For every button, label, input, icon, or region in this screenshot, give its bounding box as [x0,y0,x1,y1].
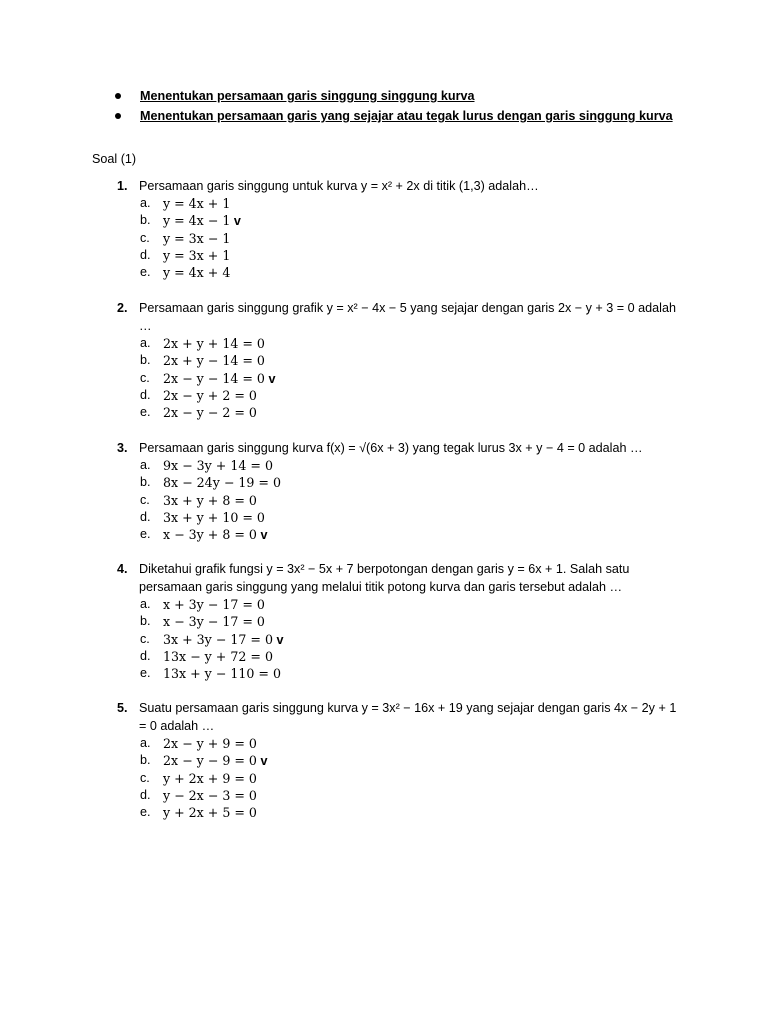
option-text: 2x + y − 14 = 0 [163,353,265,369]
option-letter: b. [140,614,151,629]
bullet-icon [115,93,121,99]
question-text: Suatu persamaan garis singgung kurva y = 3x² − 16x + 19 yang sejajar dengan garis 4x − 2y + 1 = 0 adalah … [139,701,677,733]
option-item [117,665,677,682]
option-text: y = 4x − 1 [163,213,231,229]
option-letter: b. [140,475,151,490]
question-number: 4. [117,562,128,576]
question-number: 1. [117,179,128,193]
option-text: 13x + y − 110 = 0 [163,666,281,682]
objective-text: Menentukan persamaan garis yang sejajar atau tegak lurus dengan garis singgung kurva [140,109,673,123]
option-letter: c. [140,631,150,646]
option-letter: b. [140,753,151,768]
option-item [117,492,677,509]
option-text: 2x − y − 9 = 0 [163,753,257,769]
option-text: 3x + y + 8 = 0 [163,492,257,508]
question-text: Diketahui grafik fungsi y = 3x² − 5x + 7 berpotongan dengan garis y = 6x + 1. Salah satu persamaan garis singgung yang melalui titik potong kurva dan garis tersebut adalah … [139,562,630,594]
option-letter: a. [140,597,151,611]
answer-mark: v [260,528,268,543]
option-text: x − 3y − 17 = 0 [163,614,265,630]
option-item [117,735,677,752]
options-list [117,735,677,821]
option-letter: b. [140,353,151,368]
question-number: 5. [117,701,128,715]
option-item [117,596,677,613]
bullet-icon [115,113,121,119]
option-item [117,526,677,543]
option-letter: c. [140,370,150,385]
option-item [117,457,677,474]
option-item [117,631,677,648]
option-letter: d. [140,247,151,262]
option-item [117,212,677,229]
option-letter: b. [140,213,151,228]
option-item [117,352,677,369]
option-letter: a. [140,736,151,750]
option-text: y = 4x + 4 [163,265,231,281]
option-letter: e. [140,527,151,542]
option-letter: c. [140,770,150,785]
option-letter: a. [140,336,151,350]
question-5 [117,699,677,821]
answer-mark: v [268,371,276,386]
answer-mark: v [260,754,268,769]
option-text: 2x − y − 14 = 0 [163,370,265,386]
question-text: Persamaan garis singgung kurva f(x) = √(6x + 3) yang tegak lurus 3x + y − 4 = 0 adalah … [139,441,643,455]
question-number: 3. [117,441,128,455]
question-1 [117,177,677,281]
option-letter: d. [140,509,151,524]
question-4 [117,560,677,682]
options-list [117,596,677,682]
option-text: y − 2x − 3 = 0 [163,787,257,803]
question-header [117,699,677,735]
option-item [117,370,677,387]
objective-item [113,106,673,126]
option-text: 13x − y + 72 = 0 [163,648,273,664]
option-text: x + 3y − 17 = 0 [163,597,265,612]
option-item [117,230,677,247]
answer-mark: v [233,214,241,229]
option-text: 3x + y + 10 = 0 [163,509,265,525]
option-text: 2x − y − 2 = 0 [163,405,257,421]
question-header [117,560,677,596]
options-list [117,457,677,543]
question-2 [117,299,677,421]
option-item [117,613,677,630]
option-letter: c. [140,492,150,507]
option-letter: d. [140,648,151,663]
option-text: x − 3y + 8 = 0 [163,527,257,543]
option-item [117,509,677,526]
option-item [117,752,677,769]
objective-item [113,86,673,106]
option-text: 2x − y + 2 = 0 [163,387,257,403]
question-header [117,299,677,335]
option-letter: e. [140,265,151,280]
option-item [117,787,677,804]
options-list [117,335,677,421]
question-3 [117,439,677,543]
option-item [117,264,677,281]
option-text: 2x − y + 9 = 0 [163,736,257,751]
option-item [117,804,677,821]
option-text: y + 2x + 5 = 0 [163,805,257,821]
question-header [117,439,677,457]
option-letter: d. [140,387,151,402]
option-item [117,335,677,352]
option-text: y = 3x + 1 [163,247,231,263]
option-item [117,648,677,665]
option-item [117,247,677,264]
option-item [117,474,677,491]
objectives-list [113,86,673,126]
question-header [117,177,677,195]
option-item [117,404,677,421]
section-title: Soal (1) [92,152,137,166]
option-letter: a. [140,458,151,472]
option-text: 3x + 3y − 17 = 0 [163,631,273,647]
option-letter: d. [140,787,151,802]
option-text: 2x + y + 14 = 0 [163,336,265,351]
option-letter: a. [140,196,151,210]
option-text: y = 4x + 1 [163,196,231,211]
option-letter: e. [140,405,151,420]
option-item [117,770,677,787]
question-text: Persamaan garis singgung untuk kurva y = x² + 2x di titik (1,3) adalah… [139,179,539,193]
question-text: Persamaan garis singgung grafik y = x² − 4x − 5 yang sejajar dengan garis 2x − y + 3 = 0 adalah … [139,301,676,333]
option-item [117,387,677,404]
option-item [117,195,677,212]
question-number: 2. [117,301,128,315]
option-text: 8x − 24y − 19 = 0 [163,475,281,491]
options-list [117,195,677,281]
objective-text: Menentukan persamaan garis singgung singgung kurva [140,89,475,103]
option-text: y = 3x − 1 [163,230,231,246]
option-letter: c. [140,230,150,245]
option-text: y + 2x + 9 = 0 [163,770,257,786]
option-letter: e. [140,666,151,681]
option-text: 9x − 3y + 14 = 0 [163,458,273,473]
option-letter: e. [140,805,151,820]
answer-mark: v [276,632,284,647]
